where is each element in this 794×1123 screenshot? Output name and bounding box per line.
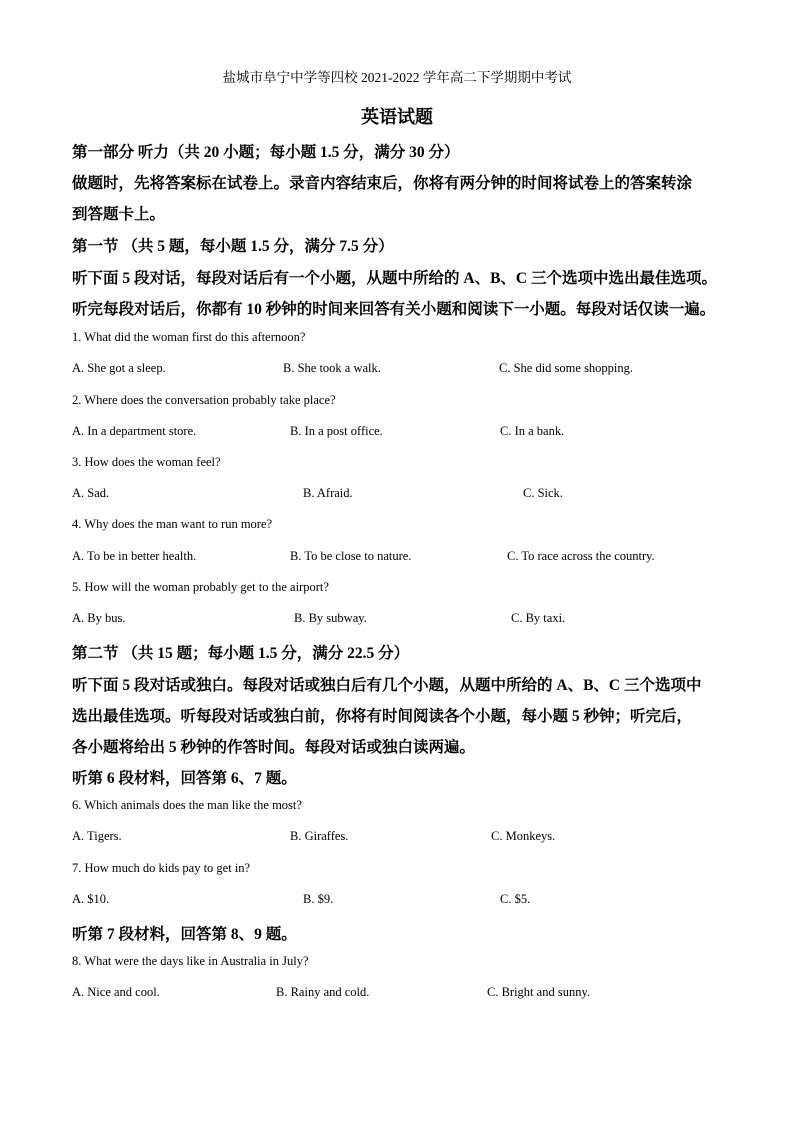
- exam-header: 盐城市阜宁中学等四校 2021-2022 学年高二下学期期中考试: [222, 70, 572, 85]
- option-a: A. By bus.: [72, 611, 126, 625]
- option-b: B. To be close to nature.: [290, 549, 412, 563]
- option-c: C. In a bank.: [500, 424, 565, 438]
- section2-instr-line2: 选出最佳选项。听每段对话或独白前，你将有时间阅读各个小题，每小题 5 秒钟；听完后，: [72, 708, 693, 725]
- option-c: C. By taxi.: [511, 611, 566, 625]
- section1-instr-line1: 听下面 5 段对话，每段对话后有一个小题，从题中所给的 A、B、C 三个选项中选出最佳选项。: [72, 270, 717, 287]
- part1-intro-line2: 到答题卡上。: [72, 206, 166, 223]
- option-c: C. To race across the country.: [507, 549, 655, 563]
- option-a: A. To be in better health.: [72, 549, 197, 563]
- option-b: B. $9.: [303, 892, 334, 906]
- option-a: A. She got a sleep.: [72, 361, 166, 375]
- section2-heading: 第二节 （共 15 题；每小题 1.5 分，满分 22.5 分）: [72, 645, 410, 662]
- material6-heading: 听第 6 段材料，回答第 6、7 题。: [72, 770, 297, 787]
- section2-instr-line3: 各小题将给出 5 秒钟的作答时间。每段对话或独白读两遍。: [72, 739, 476, 756]
- question-text: 6. Which animals does the man like the most?: [72, 798, 302, 812]
- option-a: A. $10.: [72, 892, 110, 906]
- option-c: C. Monkeys.: [491, 829, 556, 843]
- option-a: A. In a department store.: [72, 424, 197, 438]
- option-b: B. Afraid.: [303, 486, 353, 500]
- option-b: B. She took a walk.: [283, 361, 381, 375]
- question-text: 4. Why does the man want to run more?: [72, 517, 273, 531]
- option-b: B. Rainy and cold.: [276, 985, 370, 999]
- question-text: 5. How will the woman probably get to the airport?: [72, 580, 329, 594]
- option-a: A. Sad.: [72, 486, 110, 500]
- section1-instr-line2: 听完每段对话后，你都有 10 秒钟的时间来回答有关小题和阅读下一小题。每段对话仅读一遍。: [72, 301, 716, 318]
- option-b: B. In a post office.: [290, 424, 383, 438]
- question-text: 7. How much do kids pay to get in?: [72, 861, 251, 875]
- option-c: C. $5.: [500, 892, 531, 906]
- material7-heading: 听第 7 段材料，回答第 8、9 题。: [72, 926, 297, 943]
- exam-title: 英语试题: [361, 107, 433, 127]
- option-b: B. By subway.: [294, 611, 367, 625]
- question-text: 3. How does the woman feel?: [72, 455, 221, 469]
- section2-instr-line1: 听下面 5 段对话或独白。每段对话或独白后有几个小题，从题中所给的 A、B、C 三个选项中: [72, 677, 702, 694]
- question-text: 1. What did the woman first do this afternoon?: [72, 330, 306, 344]
- part1-heading: 第一部分 听力（共 20 小题；每小题 1.5 分，满分 30 分）: [72, 144, 460, 161]
- option-b: B. Giraffes.: [290, 829, 349, 843]
- question-text: 8. What were the days like in Australia in July?: [72, 954, 309, 968]
- question-text: 2. Where does the conversation probably take place?: [72, 393, 336, 407]
- option-c: C. Bright and sunny.: [487, 985, 591, 999]
- section1-heading: 第一节 （共 5 题，每小题 1.5 分，满分 7.5 分）: [72, 238, 394, 255]
- part1-intro-line1: 做题时，先将答案标在试卷上。录音内容结束后，你将有两分钟的时间将试卷上的答案转涂: [72, 175, 693, 192]
- option-a: A. Nice and cool.: [72, 985, 160, 999]
- option-c: C. She did some shopping.: [499, 361, 634, 375]
- option-a: A. Tigers.: [72, 829, 122, 843]
- option-c: C. Sick.: [523, 486, 563, 500]
